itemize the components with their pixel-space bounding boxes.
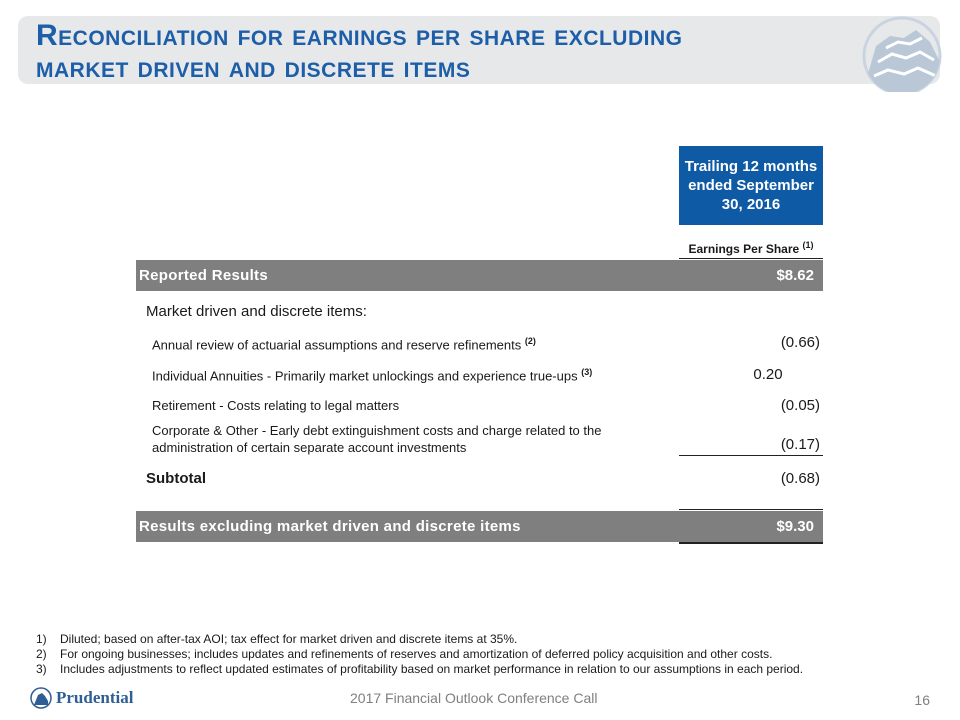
reported-results-value: $8.62 (776, 267, 814, 284)
item-value: 0.20 (753, 366, 783, 383)
item-footnote-ref: (2) (524, 336, 536, 346)
excluding-results-value: $9.30 (776, 518, 814, 535)
section-label: Market driven and discrete items: (146, 303, 367, 320)
column-header: Trailing 12 months ended September 30, 2016 (679, 146, 823, 225)
item-label: Annual review of actuarial assumptions and reserve refinements (152, 337, 522, 353)
excluding-results-row (136, 511, 823, 542)
item-label: Retirement - Costs relating to legal matters (152, 398, 400, 413)
item-row-actuarial (152, 336, 536, 352)
reported-results-row (136, 260, 823, 291)
brand-logo (30, 686, 133, 710)
total-bottom-rule (679, 542, 823, 544)
eps-header: Earnings Per Share $^{(1)}$ (679, 240, 823, 259)
page-title: Reconciliation for earnings per share excluding market driven and discrete items (36, 19, 683, 84)
excluding-results-label: Results excluding market driven and discrete items (139, 518, 521, 535)
item-row-annuities (152, 367, 592, 383)
page-number: 16 (914, 692, 930, 708)
subtotal-label: Subtotal (146, 470, 206, 487)
item-value: (0.66) (780, 334, 820, 351)
footnote: 2) For ongoing businesses; includes updates and refinements of reserves and amortization of deferred policy acquisition and other costs. (36, 647, 773, 661)
brand-name: Prudential (56, 688, 134, 707)
item-footnote-ref: (3) (581, 367, 593, 377)
footnotes (36, 632, 803, 677)
item-row-retirement (152, 398, 399, 413)
item-label-line2: administration of certain separate account investments (152, 440, 467, 455)
footnote: 1) Diluted; based on after-tax AOI; tax effect for market driven and discrete items at 35%. (36, 632, 518, 646)
item-row-corporate (152, 422, 601, 456)
item-value: (0.17) (780, 436, 820, 453)
item-label-line1: Corporate & Other - Early debt extinguishment costs and charge related to the (152, 423, 602, 438)
subtotal-rule (679, 455, 823, 456)
rock-logo-icon (846, 12, 950, 92)
subtotal-value: (0.68) (780, 470, 820, 487)
item-value: (0.05) (780, 397, 820, 414)
footnote: 3) Includes adjustments to reflect updated estimates of profitability based on market performance in relation to our assumptions in each period. (36, 662, 804, 676)
prudential-rock-icon (30, 687, 52, 709)
total-top-rule (679, 509, 823, 510)
footer-title: 2017 Financial Outlook Conference Call (350, 690, 598, 706)
reported-results-label: Reported Results (139, 267, 268, 284)
eps-footnote-ref: (1) (802, 240, 814, 250)
item-label: Individual Annuities - Primarily market unlockings and experience true-ups (152, 368, 578, 384)
